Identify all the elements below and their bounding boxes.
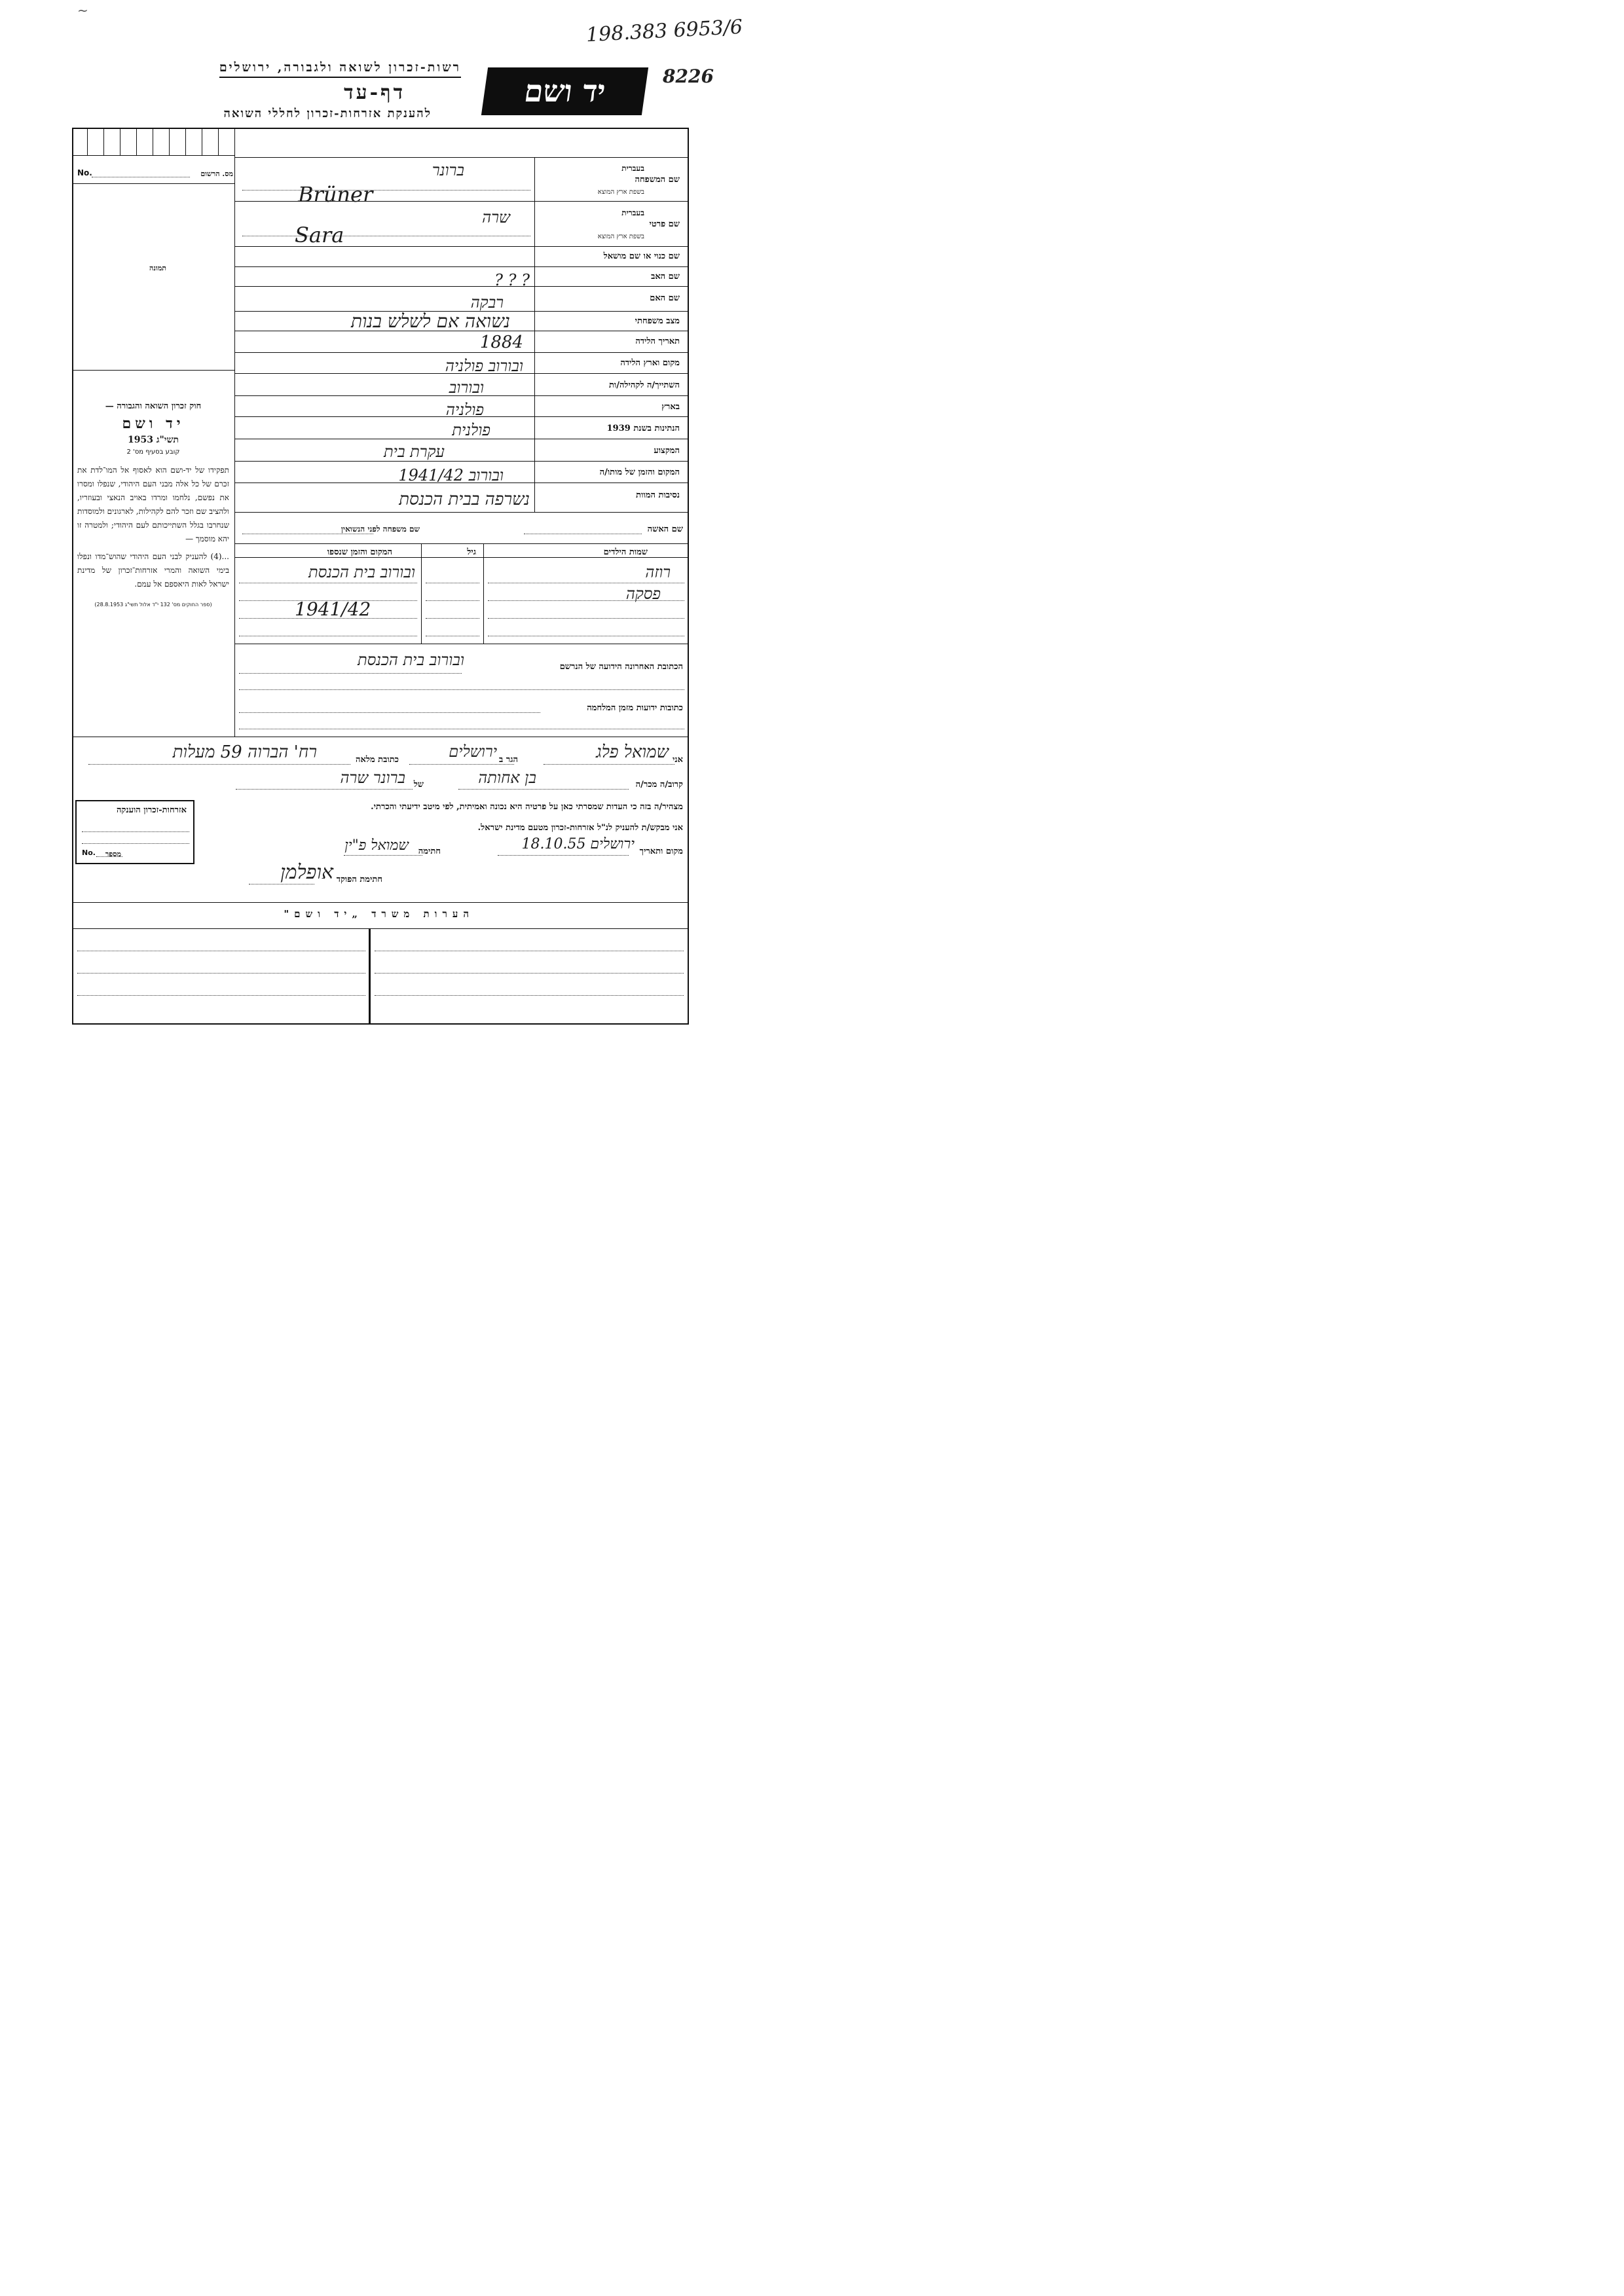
relation-value: בן אחותה [478, 769, 536, 787]
family-name-label: שם המשפחה [635, 175, 680, 185]
logo-text: יד ושם [522, 73, 608, 109]
officer-signature: אופלמן [280, 861, 333, 884]
place-date-value: ירושלים 18.10.55 [521, 836, 635, 852]
last-address-value: ובורוב בית הכנסת [358, 651, 464, 669]
box-title: אזרחות-זכרון הוענקה [116, 805, 187, 815]
full-address-label: כתובת מלאה [356, 755, 399, 765]
birth-date-value: 1884 [479, 333, 523, 352]
profession-label: המקצוע [654, 446, 680, 456]
law-text: תפקידו של יד-ושם הוא לאסוף אל המו־לדת את זכרם של כל אלה מבני העם היהודי, שנפלו ומסרו את נפשם, נלחמו ומרדו באויב הנאצי ובעוזריו, ולהציב שם וזכר להם לקהילות, לארגונים ולמוסדות שנחרבו בגלל השתייכותם לעם היהודי; ולמטרה זו יהא מוסמך — [77, 465, 229, 543]
wife-label: שם האשה [647, 524, 683, 534]
of-name-value: ברונר שרה [340, 769, 405, 787]
law-box [77, 401, 229, 608]
archive-numbers: 198.383 6953/6 [585, 15, 743, 47]
i-am-label: אני [673, 755, 683, 765]
office-notes-label: הערות משרד „יד ושם" [284, 908, 474, 920]
country-label: בארץ [661, 402, 680, 412]
death-circ-value: נשרפה בבית הכנסת [399, 490, 530, 509]
country-value: פולניה [445, 401, 484, 419]
request-text: אני מבקש/ת להעניק לנ"ל אזרחות-זכרון מטעם מדינת ישראל. [477, 823, 683, 833]
authority-line: רשות-זכרון לשואה ולגבורה, ירושלים [219, 60, 461, 78]
mother-value: רבקה [470, 293, 504, 312]
children-place-value: ובורוב בית הכנסת [308, 563, 415, 581]
declarant-signature: שמואל פ"ין [344, 837, 409, 854]
first-name-hebrew: שרה [482, 208, 510, 227]
law-clause: ...(4) להעניק לבני העם היהודי שהוש־מדו ונפלו בימי השואה והמרי אזרחות־זכרון של מדינת ישראל לאות היאספם אל עמם. [77, 552, 229, 589]
sheet-number: 8226 [663, 65, 714, 87]
profession-value: עקרת בית [384, 443, 445, 461]
of-label: של [413, 780, 424, 790]
family-origin-label: בשפת ארץ המוצא [597, 189, 644, 196]
birth-date-label: תאריך הלידה [635, 337, 680, 346]
signature-label: חתימה [418, 847, 441, 856]
law-section: קובע בסעיף מס' 2 [126, 448, 180, 456]
box-no-label: מספר [105, 850, 121, 858]
citizenship-label: הנתינות בשנת 1939 [606, 424, 680, 433]
family-name-hebrew: ברונר [432, 161, 464, 179]
city-value: ירושלים [449, 742, 497, 761]
birth-place-label: מקום וארץ הלידה [620, 358, 680, 368]
resides-in-label: הגר ב [499, 755, 518, 765]
mother-label: שם האם [650, 293, 680, 303]
form-subtitle: להענקת אזרחות-זכרון לחללי השואה [223, 107, 432, 120]
family-hebrew-label: בעברית [621, 164, 644, 173]
law-year: תשי"ג 1953 [128, 435, 179, 445]
children-date-value: 1941/42 [295, 598, 371, 620]
place-date-label: מקום ותאריך [639, 847, 683, 856]
first-name-label: שם פרטי [649, 219, 680, 229]
age-label: גיל [467, 547, 476, 557]
death-place-label: המקום והזמן של מותו/ה [599, 467, 680, 477]
first-origin-label: בשפת ארץ המוצא [597, 233, 644, 240]
photo-label: תמונה [149, 264, 166, 272]
yad-vashem-logo [481, 67, 648, 115]
box-no-label-en: No. [82, 848, 96, 857]
community-label: השתייך/ה לקהילה/ות [608, 380, 680, 390]
child-1-name: רוזה [645, 563, 671, 581]
law-name: יד ושם [122, 415, 185, 432]
full-address-value: רח' הברוה 59 מעלות [172, 742, 317, 762]
maiden-label: שם משפחה לפני הנשואין [341, 524, 420, 534]
form-title: דף-עד [344, 81, 405, 104]
death-place-value: ובורוב 1941/42 [398, 466, 504, 484]
nickname-label: שם כנוי או שם מושאל [603, 251, 680, 261]
reg-no-label: מס. הרשום [200, 170, 233, 178]
death-circ-label: נסיבות המוות [636, 490, 680, 500]
first-name-origin: Sara [295, 223, 344, 247]
father-label: שם האב [651, 272, 680, 282]
last-address-label: הכתובת האחרונה הידועה של הנרשם [559, 662, 683, 672]
officer-label: חתימת הפוקד [336, 875, 382, 884]
child-2-name: פסקה [625, 585, 661, 603]
father-value: ? ? ? [494, 271, 530, 289]
first-hebrew-label: בעברית [621, 208, 644, 217]
reg-no-label-en: No. [77, 168, 92, 177]
law-ref: (ספר החוקים מס' 132 י"ד אלול תשי"ג 28.8.1953) [94, 602, 212, 608]
family-name-origin: Brüner [298, 182, 373, 207]
children-place-label: המקום והזמן שנספו [327, 547, 392, 557]
marital-value: נשואה אם לשלש בנות [351, 310, 510, 332]
community-value: ובורוב [449, 378, 484, 397]
marital-label: מצב משפחתי [635, 316, 680, 326]
children-label: שמות הילדים [603, 547, 648, 557]
relation-label: קרוב/ה מכר/ה [635, 780, 683, 790]
law-title: חוק זכרון השואה והגבורה — [105, 401, 202, 411]
statement-text: מצהיר/ה בזה כי העדות שמסרתי כאן על פרטיה היא נכונה ואמיתית, לפי מיטב ידיעתי והכרתי. [371, 802, 683, 812]
birth-place-value: ובורוב פולניה [445, 357, 523, 375]
wartime-address-label: כתובות ידועות מזמן המלחמה [587, 703, 683, 713]
citizenship-granted-box [75, 800, 194, 864]
declarant-name: שמואל פלג [596, 742, 669, 762]
top-left-mark: ~ [77, 3, 88, 18]
citizenship-value: פולנית [452, 421, 490, 439]
